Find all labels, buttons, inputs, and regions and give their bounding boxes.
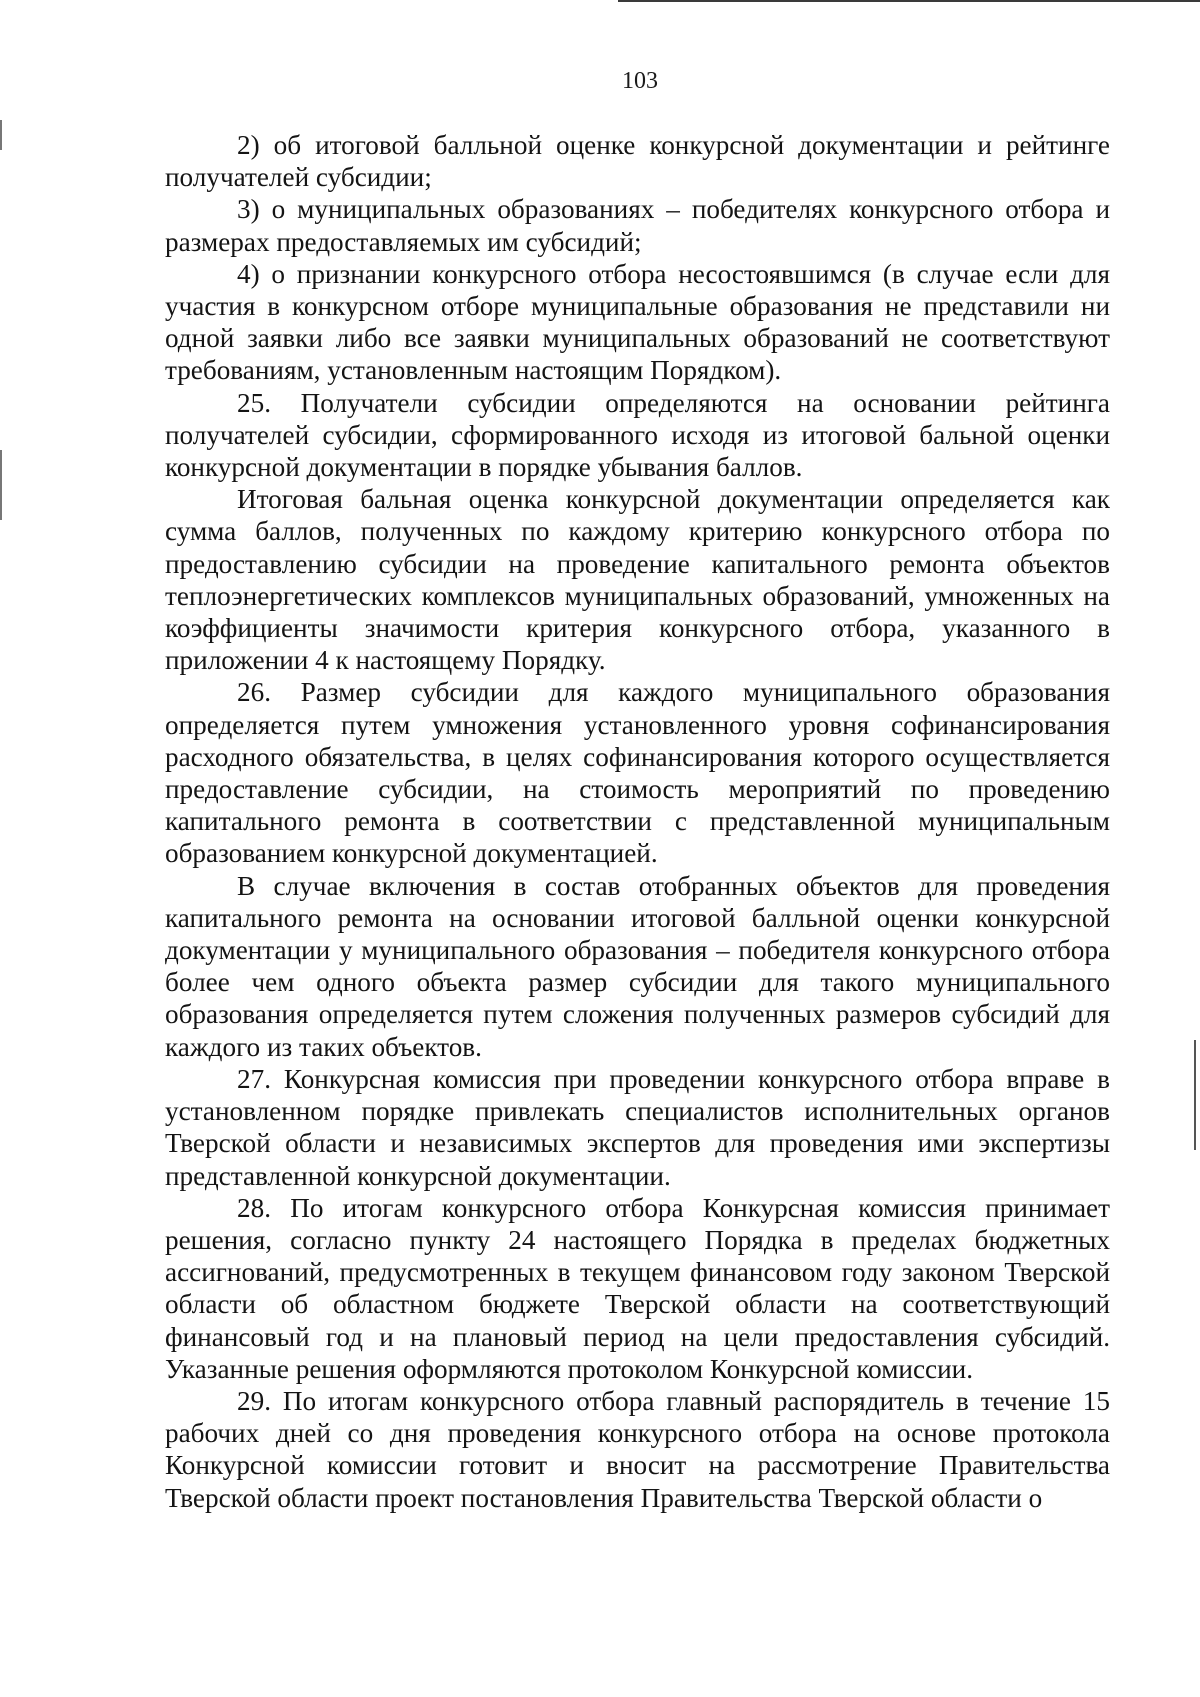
scan-edge-mark	[0, 450, 2, 520]
list-item-3: 3) о муниципальных образованиях – победителях конкурсного отбора и размерах предоставляемых им субсидий;	[165, 194, 1110, 257]
scan-edge-mark	[0, 120, 2, 150]
clause-26: 26. Размер субсидии для каждого муниципального образования определяется путем умножения установленного уровня софинансирования расходного обязательства, в целях софинансирования которого осуществляется предоставление субсидии, на стоимость мероприятий по проведению капитального ремонта в соответствии с представленной муниципальным образованием конкурсной документацией.	[165, 677, 1110, 869]
list-item-2: 2) об итоговой балльной оценке конкурсной документации и рейтинге получателей субсидии;	[165, 130, 1110, 193]
list-item-4: 4) о признании конкурсного отбора несостоявшимся (в случае если для участия в конкурсном отборе муниципальные образования не представили ни одной заявки либо все заявки муниципальных образований не соответствуют требованиям, установленным настоящим Порядком).	[165, 258, 1110, 386]
clause-28: 28. По итогам конкурсного отбора Конкурсная комиссия принимает решения, согласно пункту 24 настоящего Порядка в пределах бюджетных ассигнований, предусмотренных в текущем финансовом году законом Тверской области об областном бюджете Тверской области на соответствующий финансовый год и на плановый период на цели предоставления субсидий. Указанные решения оформляются протоколом Конкурсной комиссии.	[165, 1192, 1110, 1384]
clause-27: 27. Конкурсная комиссия при проведении конкурсного отбора вправе в установленном порядке привлекать специалистов исполнительных органов Тверской области и независимых экспертов для проведения ими экспертизы представленной конкурсной документации.	[165, 1063, 1110, 1191]
scan-border-line	[618, 0, 1200, 2]
scan-edge-mark	[1194, 1040, 1196, 1150]
document-body	[165, 129, 1110, 1514]
clause-25: 25. Получатели субсидии определяются на основании рейтинга получателей субсидии, сформированного исходя из итоговой бальной оценки конкурсной документации в порядке убывания баллов.	[165, 387, 1110, 483]
clause-29: 29. По итогам конкурсного отбора главный распорядитель в течение 15 рабочих дней со дня проведения конкурсного отбора на основе протокола Конкурсной комиссии готовит и вносит на рассмотрение Правительства Тверской области проект постановления Правительства Тверской области о	[165, 1385, 1110, 1513]
clause-25-score-definition: Итоговая бальная оценка конкурсной документации определяется как сумма баллов, полученных по каждому критерию конкурсного отбора по предоставлению субсидии на проведение капитального ремонта объектов теплоэнергетических комплексов муниципальных образований, умноженных на коэффициенты значимости критерия конкурсного отбора, указанного в приложении 4 к настоящему Порядку.	[165, 484, 1110, 676]
clause-26-multiple-objects: В случае включения в состав отобранных объектов для проведения капитального ремонта на основании итоговой балльной оценки конкурсной документации у муниципального образования – победителя конкурсного отбора более чем одного объекта размер субсидии для такого муниципального образования определяется путем сложения полученных размеров субсидий для каждого из таких объектов.	[165, 870, 1110, 1062]
page-number: 103	[622, 68, 658, 94]
